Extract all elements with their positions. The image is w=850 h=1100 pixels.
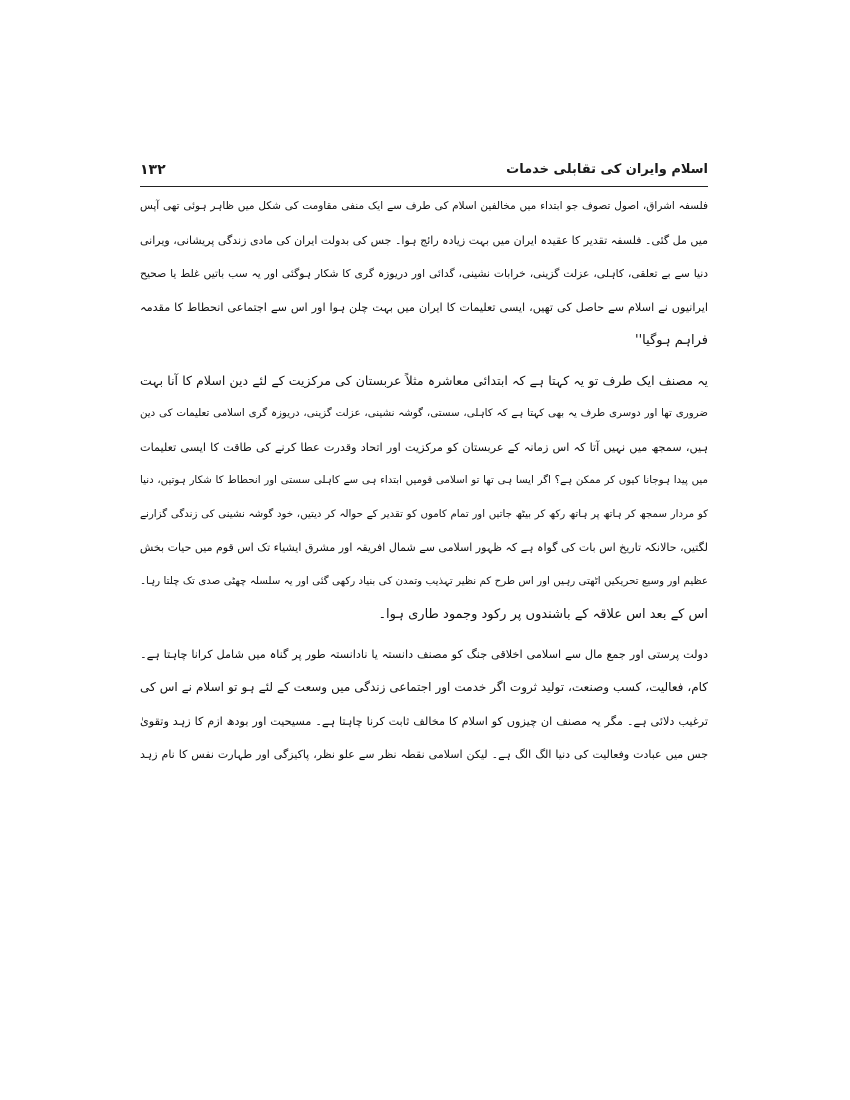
- text-line: جس میں عبادت وفعالیت کی دنیا الگ الگ ہے۔ لیکن اسلامی نقطہ نظر سے علو نظر، پاکیزگی اور طہارت نفس کا نام زہد: [140, 748, 708, 761]
- text-line: اس کے بعد اس علاقہ کے باشندوں پر رکود وجمود طاری ہوا۔: [378, 607, 708, 622]
- text-line: میں مل گئی۔ فلسفہ تقدیر کا عقیدہ ایران میں بہت زیادہ رائج ہوا۔ جس کی بدولت ایران کی مادی زندگی پریشانی، ویرانی: [140, 233, 708, 247]
- text-line: فراہم ہوگیا'': [635, 333, 708, 348]
- text-line: دنیا سے بے تعلقی، کاہلی، عزلت گزینی، خرابات نشینی، گدائی اور دریوزہ گری کا شکار ہوگئی اور یہ سب باتیں غلط یا صحیح: [140, 267, 708, 280]
- page-number: ۱۳۲: [140, 162, 166, 178]
- running-title: اسلام وایران کی تقابلی خدمات: [506, 162, 708, 177]
- page-header: [140, 160, 708, 187]
- body-text: [140, 190, 708, 772]
- text-line: کو مردار سمجھ کر ہاتھ پر ہاتھ رکھ کر بیٹھ جاتیں اور تمام کاموں کو تقدیر کے حوالہ کر دیتیں، خود گوشہ نشینی کی زندگی گزارنے: [140, 507, 708, 520]
- text-line: یہ مصنف ایک طرف تو یہ کہتا ہے کہ ابتدائی معاشرہ مثلاً عربستان کی مرکزیت کے لئے دین اسلام کا آنا بہت: [140, 372, 708, 388]
- text-line: میں پیدا ہوجانا کیوں کر ممکن ہے؟ اگر ایسا ہی تھا تو اسلامی قومیں ابتداء ہی سے کاہلی سستی اور انحطاط کا شکار ہوتیں، دنیا: [140, 474, 708, 486]
- text-line: ضروری تھا اور دوسری طرف یہ بھی کہتا ہے کہ کاہلی، سستی، گوشہ نشینی، عزلت گزینی، دریوزہ گری اسلامی تعلیمات کی دین: [140, 407, 708, 419]
- paragraph-2: [140, 364, 708, 632]
- paragraph-3: [140, 638, 708, 772]
- paragraph-1: [140, 190, 708, 358]
- text-line: کام، فعالیت، کسب وصنعت، تولید ثروت اگر خدمت اور اجتماعی زندگی میں وسعت کے لئے ہو تو اسلام نے اس کی: [140, 680, 708, 694]
- text-line: ترغیب دلائی ہے۔ مگر یہ مصنف ان چیزوں کو اسلام کا مخالف ثابت کرنا چاہتا ہے۔ مسیحیت اور بودھ ازم کا زہد وتقویٰ: [140, 714, 708, 728]
- text-line: فلسفہ اشراق، اصول تصوف جو ابتداء میں مخالفین اسلام کی طرف سے ایک منفی مقاومت کی شکل میں ظاہر ہوئی تھی آپس: [140, 200, 708, 212]
- text-line: لگتیں، حالانکہ تاریخ اس بات کی گواہ ہے کہ ظہور اسلامی سے شمال افریقہ اور مشرق ایشیاء تک اس قوم میں حیات بخش: [140, 541, 708, 554]
- text-line: دولت پرستی اور جمع مال سے اسلامی اخلاقی جنگ کو مصنف دانستہ یا نادانستہ طور پر گناہ میں شامل کرانا چاہتا ہے۔: [140, 647, 708, 661]
- text-line: ہیں، سمجھ میں نہیں آتا کہ اس زمانہ کے عربستان کو مرکزیت اور اتحاد وقدرت عطا کرنے کی طاقت کا ایسی تعلیمات: [140, 440, 708, 454]
- text-line: عظیم اور وسیع تحریکیں اٹھتی رہیں اور اس طرح کم نظیر تہذیب وتمدن کی بنیاد رکھی گئی اور یہ سلسلہ چھٹی صدی تک چلتا رہا۔: [140, 574, 708, 587]
- text-line: ایرانیوں نے اسلام سے حاصل کی تھیں، ایسی تعلیمات کا ایران میں بہت چلن ہوا اور اس سے اجتماعی انحطاط کا مقدمہ: [140, 300, 708, 314]
